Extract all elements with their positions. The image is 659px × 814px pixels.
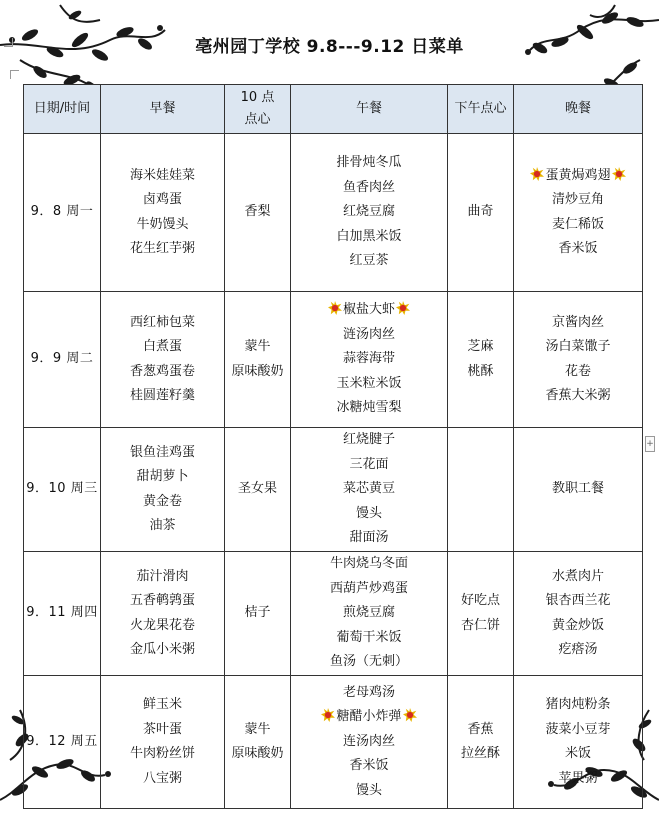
lunch-item [291,681,447,706]
table-row [24,292,643,428]
breakfast-item-text: 油茶 [149,518,176,533]
snack10-item-text: 香梨 [244,204,271,220]
lunch-item [291,730,447,755]
lunch-item [291,779,447,804]
breakfast-item-text: 茄汁滑肉 [136,568,189,584]
header-snack10-line1: 10 点 [240,90,275,105]
dinner-item [514,213,642,238]
header-dinner: 晚餐 [514,85,643,134]
lunch-item [291,298,447,323]
lunch-item-text: 连汤肉丝 [342,733,395,749]
breakfast-item [101,514,224,539]
page-title: 亳州园丁学校 9.8---9.12 日菜单 [195,37,464,57]
snack-pm-item-text: 拉丝酥 [460,746,500,761]
breakfast-item-text: 鲜玉米 [142,697,182,712]
lunch-item-text: 鱼香肉丝 [342,179,395,195]
lunch-item-text: 老母鸡汤 [342,684,395,700]
snack10-item-text: 原味酸奶 [231,363,284,379]
lunch-item [291,754,447,779]
breakfast-item-text: 甜胡萝卜 [136,469,189,484]
lunch-item-text: 煎烧豆腐 [342,605,395,621]
lunch-item-text: 红豆茶 [349,253,389,269]
lunch-item-text: 涟汤肉丝 [342,326,395,342]
snack10-item-text: 蒙牛 [244,721,271,737]
snack10-cell [225,292,291,428]
snack-pm-cell [448,552,514,676]
dinner-item-text: 猪肉炖粉条 [545,697,611,712]
snack10-item [225,718,290,743]
breakfast-item [101,742,224,767]
dinner-item-text: 汤白菜馓子 [545,339,611,354]
lunch-item-text: 鱼汤（无刺） [329,654,408,670]
lunch-item-text: 葡萄干米饭 [336,629,402,645]
lunch-cell [291,552,448,676]
snack-pm-item [448,335,513,360]
snack-pm-item [448,742,513,767]
lunch-item-text: 椒盐大虾 [342,302,395,318]
lunch-item [291,372,447,397]
menu-table [23,84,643,809]
header-breakfast: 早餐 [101,85,225,134]
breakfast-cell [101,552,225,676]
dinner-item-text: 苹果粥 [558,770,598,786]
breakfast-item-text: 五香鹌鹑蛋 [129,593,195,608]
dinner-item [514,311,642,336]
dinner-cell [514,428,643,552]
dinner-item-text: 香米饭 [558,241,598,256]
breakfast-item [101,465,224,490]
lunch-item [291,526,447,551]
lunch-item-text: 馒头 [355,782,382,798]
lunch-item [291,626,447,651]
lunch-item [291,705,447,730]
snack10-cell [225,134,291,292]
breakfast-item [101,614,224,639]
lunch-item [291,347,447,372]
lunch-item-text: 蒜蓉海带 [342,351,395,367]
breakfast-item-text: 卤鸡蛋 [142,192,182,207]
dinner-item-text: 米饭 [564,746,591,761]
dinner-item-text: 教职工餐 [551,481,604,497]
dinner-item-text: 水煮肉片 [551,568,604,584]
table-header-row [24,85,643,134]
snack10-item [225,335,290,360]
breakfast-item [101,693,224,718]
breakfast-item-text: 火龙果花卷 [129,617,195,633]
breakfast-item [101,335,224,360]
dinner-item-text: 清炒豆角 [551,192,604,207]
breakfast-item [101,589,224,614]
dinner-item [514,477,642,502]
table-row [24,428,643,552]
breakfast-cell [101,676,225,809]
lunch-item [291,650,447,675]
dinner-item [514,718,642,743]
snack-pm-item-text: 曲奇 [467,204,494,220]
dinner-item-text: 麦仁稀饭 [551,216,604,232]
breakfast-item-text: 牛奶馒头 [136,216,189,232]
snack10-cell [225,676,291,809]
breakfast-item-text: 海米娃娃菜 [129,167,195,183]
date-cell: 9．10 周三 [24,428,101,552]
snack-pm-cell [448,428,514,552]
date-cell: 9．11 周四 [24,552,101,676]
snack-pm-item [448,360,513,385]
dinner-item [514,693,642,718]
breakfast-item [101,311,224,336]
lunch-cell [291,428,448,552]
lunch-item [291,396,447,421]
header-snack-pm: 下午点心 [448,85,514,134]
lunch-item-text: 排骨炖冬瓜 [336,155,402,171]
dinner-item [514,767,642,792]
breakfast-item-text: 黄金卷 [142,493,182,509]
date-cell: 9．8 周一 [24,134,101,292]
header-snack10-line2: 点心 [244,112,271,127]
dinner-item [514,614,642,639]
breakfast-cell [101,428,225,552]
lunch-item [291,577,447,602]
snack10-item-text: 圣女果 [237,481,277,497]
breakfast-item [101,565,224,590]
burst-star-icon [530,167,544,181]
dinner-item-text: 菠菜小豆芽 [545,721,611,737]
lunch-item-text: 甜面汤 [349,530,389,546]
lunch-item [291,200,447,225]
page-corner-mark [10,70,19,79]
lunch-item [291,249,447,274]
burst-star-icon [328,301,342,315]
lunch-item-text: 西葫芦炒鸡蛋 [329,580,408,596]
lunch-item-text: 白加黑米饭 [336,228,402,244]
burst-star-icon [612,167,626,181]
dinner-item [514,360,642,385]
lunch-item [291,151,447,176]
snack-pm-item-text: 芝麻 [467,339,494,354]
lunch-item-text: 红烧腱子 [342,432,395,448]
snack10-item-text: 蒙牛 [244,339,271,354]
breakfast-item [101,490,224,515]
snack-pm-item [448,200,513,225]
dinner-cell [514,676,643,809]
header-lunch: 午餐 [291,85,448,134]
breakfast-item [101,360,224,385]
dinner-item [514,237,642,262]
header-date: 日期/时间 [24,85,101,134]
snack10-item-text: 桔子 [244,605,271,621]
lunch-item [291,453,447,478]
breakfast-item-text: 茶叶蛋 [142,721,182,737]
breakfast-cell [101,134,225,292]
dinner-item-text: 花卷 [564,363,591,379]
lunch-item-text: 牛肉烧乌冬面 [329,556,408,572]
date-cell: 9．12 周五 [24,676,101,809]
snack-pm-item-text: 香蕉 [467,721,494,737]
breakfast-item-text: 花生红芋粥 [129,241,195,256]
dinner-item-text: 蛋黄焗鸡翅 [545,167,611,183]
breakfast-item-text: 牛肉粉丝饼 [129,746,195,761]
table-row [24,134,643,292]
breakfast-item [101,188,224,213]
dinner-item-text: 疙瘩汤 [558,642,598,657]
breakfast-item-text: 西红柿包菜 [129,314,195,330]
lunch-item-text: 菜芯黄豆 [342,481,395,497]
dinner-cell [514,292,643,428]
breakfast-item [101,441,224,466]
lunch-item-text: 香米饭 [349,758,389,774]
dinner-item [514,742,642,767]
snack-pm-item [448,718,513,743]
dinner-item [514,188,642,213]
lunch-item [291,323,447,348]
breakfast-item-text: 桂圆莲籽羹 [129,388,195,403]
burst-star-icon [321,708,335,722]
lunch-cell [291,292,448,428]
dinner-cell [514,134,643,292]
snack-pm-cell [448,134,514,292]
breakfast-item-text: 香葱鸡蛋卷 [129,363,195,379]
lunch-item [291,601,447,626]
snack10-cell [225,552,291,676]
dinner-item-text: 京酱肉丝 [551,314,604,330]
dinner-item-text: 黄金炒饭 [551,617,604,633]
dinner-item-text: 银杏西兰花 [545,593,611,608]
snack10-item-text: 原味酸奶 [231,746,284,761]
lunch-item-text: 糖醋小炸弹 [336,709,402,725]
breakfast-cell [101,292,225,428]
date-cell: 9．9 周二 [24,292,101,428]
dinner-item [514,589,642,614]
snack10-item [225,200,290,225]
dinner-item [514,164,642,189]
lunch-cell [291,676,448,809]
scroll-marker[interactable]: + [645,436,655,452]
breakfast-item [101,638,224,663]
snack10-item [225,477,290,502]
breakfast-item [101,718,224,743]
lunch-item [291,225,447,250]
lunch-item-text: 冰糖炖雪梨 [336,400,402,416]
lunch-item-text: 三花面 [349,456,389,472]
breakfast-item-text: 银鱼洼鸡蛋 [129,444,195,460]
snack-pm-cell [448,292,514,428]
snack-pm-item [448,589,513,614]
lunch-item [291,428,447,453]
lunch-item-text: 馒头 [355,505,382,521]
breakfast-item [101,213,224,238]
breakfast-item [101,767,224,792]
snack10-item [225,742,290,767]
breakfast-item [101,237,224,262]
lunch-item [291,502,447,527]
header-snack10 [225,85,291,134]
snack10-item [225,360,290,385]
table-row [24,676,643,809]
lunch-item [291,176,447,201]
burst-star-icon [396,301,410,315]
dinner-cell [514,552,643,676]
breakfast-item [101,164,224,189]
breakfast-item-text: 白煮蛋 [142,339,182,354]
dinner-item [514,565,642,590]
snack-pm-cell [448,676,514,809]
snack-pm-item-text: 桃酥 [467,363,494,379]
dinner-item [514,335,642,360]
lunch-item [291,552,447,577]
lunch-cell [291,134,448,292]
dinner-item [514,638,642,663]
lunch-item [291,477,447,502]
snack10-cell [225,428,291,552]
snack10-item [225,601,290,626]
breakfast-item-text: 金瓜小米粥 [129,642,195,657]
snack-pm-item-text: 好吃点 [460,593,500,608]
breakfast-item [101,384,224,409]
lunch-item-text: 红烧豆腐 [342,204,395,220]
breakfast-item-text: 八宝粥 [142,770,182,786]
lunch-item-text: 玉米粒米饭 [336,375,402,391]
dinner-item-text: 香蕉大米粥 [545,388,611,403]
dinner-item [514,384,642,409]
burst-star-icon [403,708,417,722]
snack-pm-item-text: 杏仁饼 [460,617,500,633]
snack-pm-item [448,614,513,639]
table-row [24,552,643,676]
